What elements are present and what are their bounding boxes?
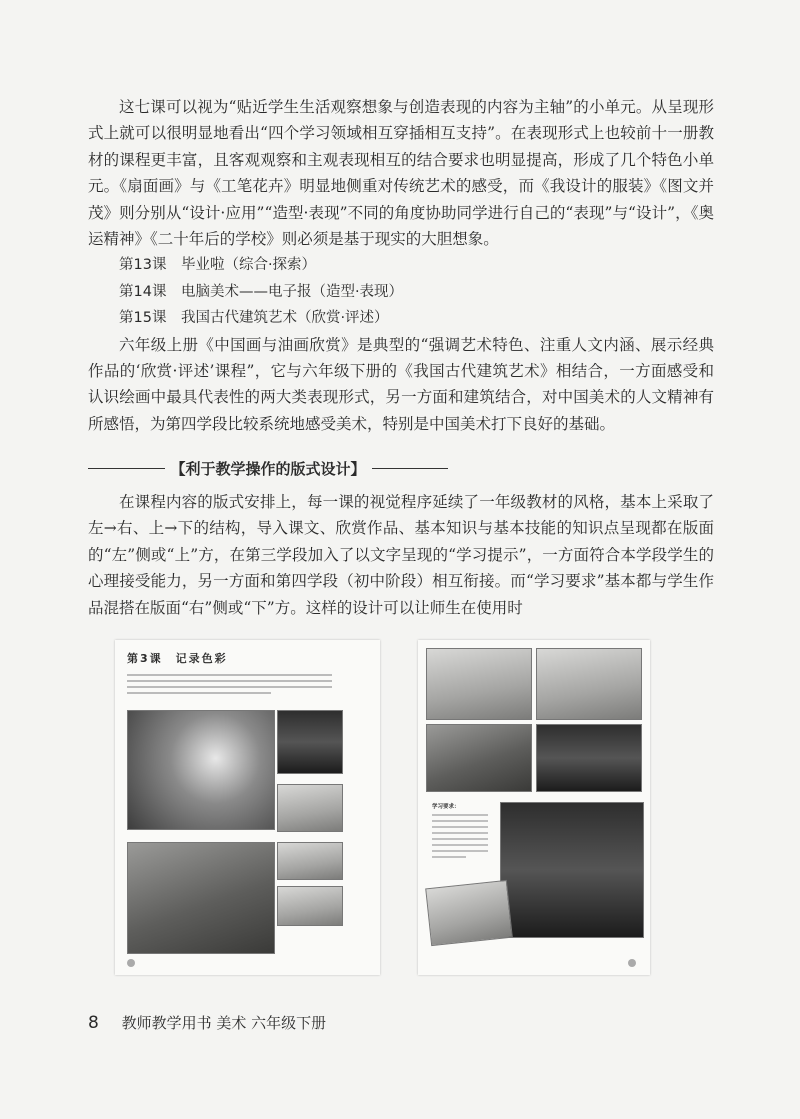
textbook-page-number	[628, 959, 636, 967]
lesson-item: 第15课 我国古代建筑艺术（欣赏·评述）	[119, 310, 389, 327]
textbook-intro-text	[127, 674, 332, 698]
painting-image	[277, 784, 343, 832]
textbook-lesson-title: 第3课 记录色彩	[127, 652, 228, 665]
textbook-page-number	[127, 959, 135, 967]
intro-text	[88, 94, 714, 437]
heading-rule-left	[88, 468, 165, 469]
learning-requirements-title: 学习要求：	[432, 804, 460, 810]
lesson-item: 第14课 电脑美术——电子报（造型·表现）	[119, 283, 404, 300]
student-artwork-image	[536, 724, 642, 792]
section-heading	[88, 456, 448, 480]
painting-image	[127, 842, 275, 954]
section-text	[88, 489, 714, 621]
student-artwork-image	[500, 802, 644, 938]
painting-image	[277, 710, 343, 774]
page-footer	[88, 1012, 326, 1033]
student-artwork-image	[536, 648, 642, 720]
lesson-item: 第13课 毕业啦（综合·探索）	[119, 257, 317, 274]
page-number: 8	[88, 1013, 99, 1033]
student-artwork-image	[426, 724, 532, 792]
learning-requirements-text	[432, 814, 488, 862]
student-artwork-image	[426, 648, 532, 720]
student-artwork-image	[425, 880, 513, 946]
painting-image	[127, 710, 275, 830]
textbook-left-page	[115, 640, 380, 975]
painting-image	[277, 886, 343, 926]
painting-image	[277, 842, 343, 880]
paragraph: 六年级上册《中国画与油画欣赏》是典型的“强调艺术特色、注重人文内涵、展示经典作品的‘欣赏·评述’课程”，它与六年级下册的《我国古代建筑艺术》相结合，一方面感受和认识绘画中最具代表性的两大类表现形式，另一方面和建筑结合，对中国美术的人文精神有所感悟，为第四学段比较系统地感受美术，特别是中国美术打下良好的基础。	[88, 335, 714, 433]
book-title: 教师教学用书 美术 六年级下册	[121, 1014, 327, 1032]
heading-rule-right	[372, 468, 449, 469]
paragraph: 这七课可以视为“贴近学生生活观察想象与创造表现的内容为主轴”的小单元。从呈现形式上就可以很明显地看出“四个学习领域相互穿插相互支持”。在表现形式上也较前十一册教材的课程更丰富，且客观观察和主观表现相互的结合要求也明显提高，形成了几个特色小单元。《扇面画》与《工笔花卉》明显地侧重对传统艺术的感受，而《我设计的服装》《图文并茂》则分别从“设计·应用”“造型·表现”不同的角度协助同学进行自己的“表现”与“设计”，《奥运精神》《二十年后的学校》则必须是基于现实的大胆想象。	[88, 98, 714, 249]
section-heading-text: 【利于教学操作的版式设计】	[170, 459, 366, 478]
paragraph: 在课程内容的版式安排上，每一课的视觉程序延续了一年级教材的风格，基本上采取了左→右、上→下的结构，导入课文、欣赏作品、基本知识与基本技能的知识点呈现都在版面的“左”侧或“上”方，在第三学段加入了以文字呈现的“学习提示”，一方面符合本学段学生的心理接受能力，另一方面和第四学段（初中阶段）相互衔接。而“学习要求”基本都与学生作品混搭在版面“右”侧或“下”方。这样的设计可以让师生在使用时	[88, 493, 714, 617]
textbook-right-page	[418, 640, 650, 975]
